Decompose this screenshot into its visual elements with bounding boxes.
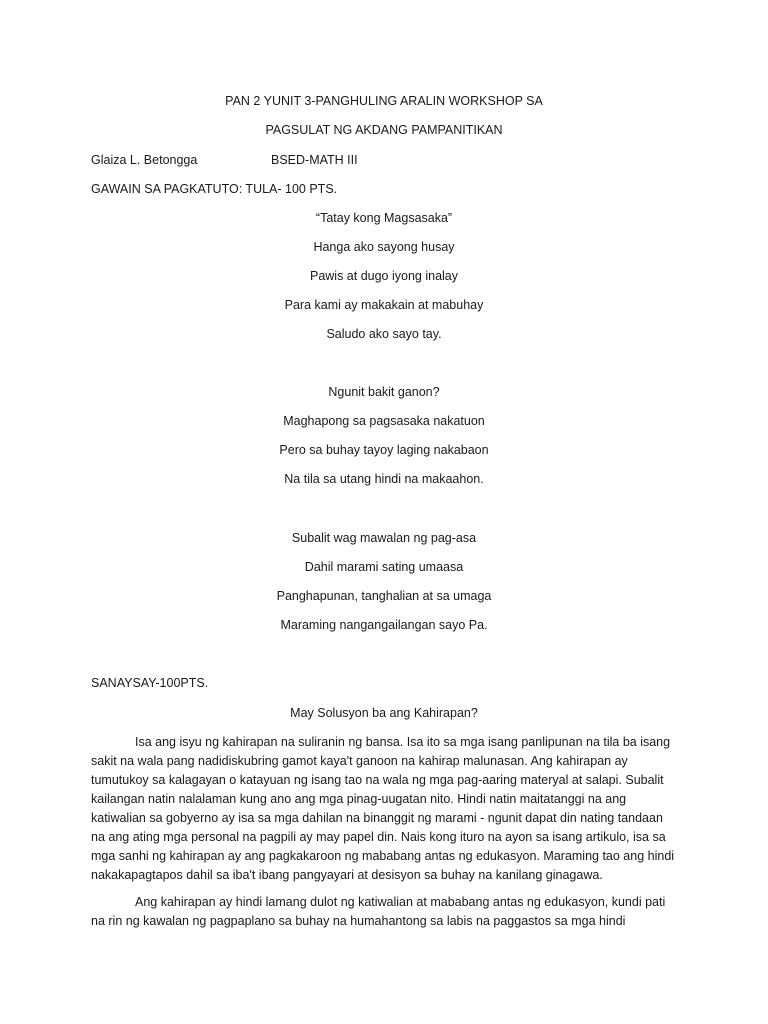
poem-line: Para kami ay makakain at mabuhay: [284, 298, 484, 312]
paragraph-line: katiwalian sa gobyerno ay isa sa mga dahilan na binanggit ng marami - ngunit dapat din nating tandaan: [91, 811, 663, 825]
poem-line: Pawis at dugo iyong inalay: [309, 269, 458, 283]
course-label: BSED-MATH III: [271, 153, 358, 167]
poem-line: Panghapunan, tanghalian at sa umaga: [276, 589, 492, 603]
essay-paragraph-2: [91, 893, 676, 931]
document-title-line-1: PAN 2 YUNIT 3-PANGHULING ARALIN WORKSHOP SA: [225, 94, 543, 108]
activity-heading: GAWAIN SA PAGKATUTO: TULA- 100 PTS.: [91, 182, 338, 196]
poem-line: Ngunit bakit ganon?: [328, 385, 440, 399]
paragraph-line: sakit na wala pang nadidiskubring gamot kaya't ganoon na kahirap malunasan. Ang kahirapan ay: [91, 754, 628, 768]
poem-line: Maraming nangangailangan sayo Pa.: [280, 618, 488, 632]
essay-paragraph-1: [91, 733, 676, 885]
student-name: Glaiza L. Betongga: [91, 153, 198, 167]
paragraph-line: Isa ang isyu ng kahirapan na suliranin ng bansa. Isa ito sa mga isang panlipunan na tila ba isang: [135, 735, 671, 749]
poem-line: Saludo ako sayo tay.: [326, 327, 442, 341]
poem-line: Hanga ako sayong husay: [313, 240, 455, 254]
document-title-line-2: PAGSULAT NG AKDANG PAMPANITIKAN: [265, 123, 503, 137]
paragraph-line: mga sanhi ng kahirapan ay ang pagkakaroon ng mababang antas ng edukasyon. Maraming tao ang hindi: [91, 849, 675, 863]
poem-title: “Tatay kong Magsasaka”: [315, 211, 453, 225]
paragraph-line: Ang kahirapan ay hindi lamang dulot ng katiwalian at mababang antas ng edukasyon, kundi pati: [135, 895, 666, 909]
poem-line: Na tila sa utang hindi na makaahon.: [284, 472, 484, 486]
essay-heading: SANAYSAY-100PTS.: [91, 676, 209, 690]
paragraph-line: tumutukoy sa kalagayan o katayuan ng isang tao na wala ng mga pag-aaring materyal at salapi. Subalit: [91, 773, 664, 787]
poem-line: Maghapong sa pagsasaka nakatuon: [283, 414, 485, 428]
poem-line: Pero sa buhay tayoy laging nakabaon: [279, 443, 489, 457]
paragraph-line: na ang ating mga personal na pagpili ay may papel din. Nais kong ituro na ayon sa isang artikulo, isa sa: [91, 830, 666, 844]
paragraph-line: nakakapagtapos dahil sa iba't ibang pangyayari at desisyon sa buhay na kanilang ginagawa.: [91, 868, 603, 882]
poem-line: Dahil marami sating umaasa: [304, 560, 464, 574]
poem-line: Subalit wag mawalan ng pag-asa: [291, 531, 477, 545]
paragraph-line: kailangan natin nalalaman kung ano ang mga pinag-uugatan nito. Hindi natin maitatanggi na ang: [91, 792, 627, 806]
paragraph-line: na rin ng kawalan ng pagpaplano sa buhay na humahantong sa labis na paggastos sa mga hindi: [91, 914, 626, 928]
essay-title: May Solusyon ba ang Kahirapan?: [290, 706, 478, 720]
